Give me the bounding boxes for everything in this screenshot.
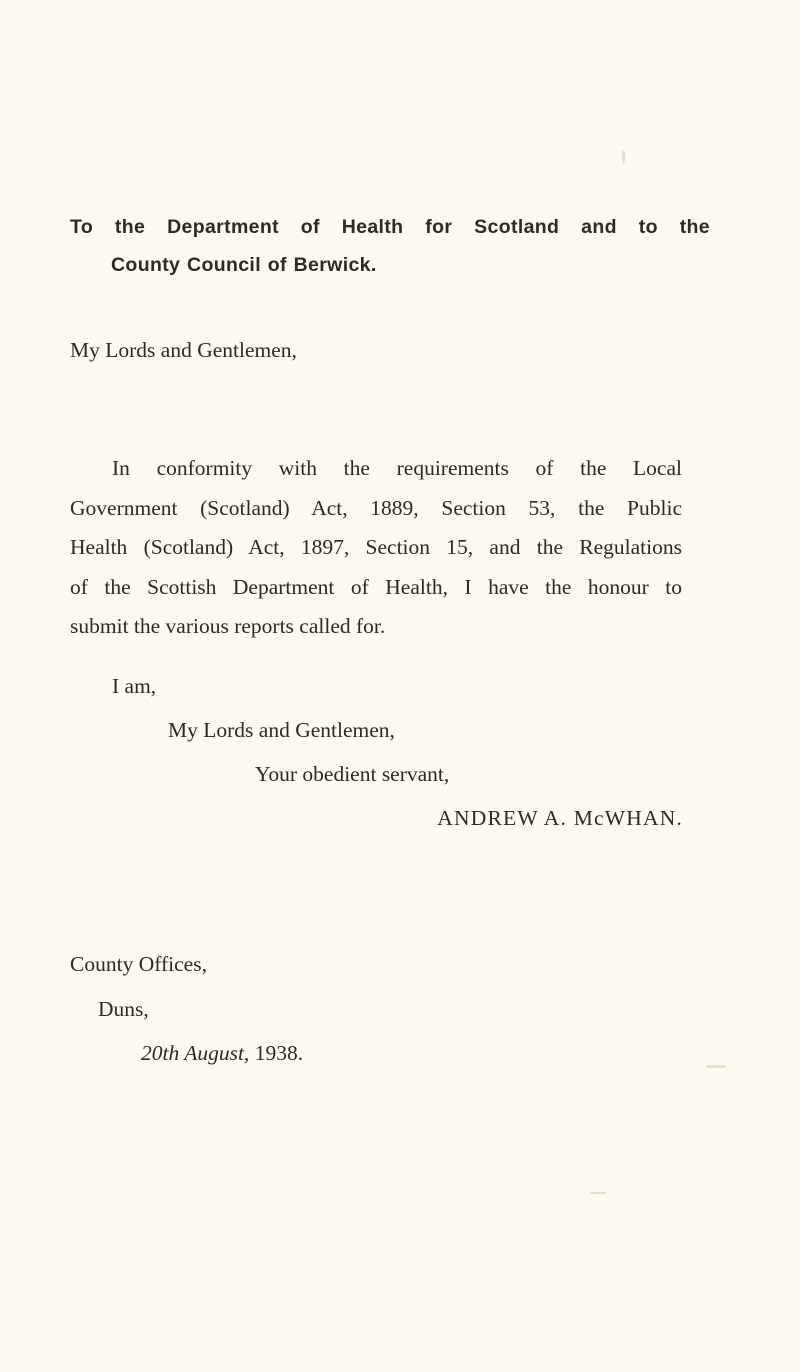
closing-line-3: Your obedient servant, — [255, 762, 450, 786]
sender-address-line-2: Duns, — [98, 997, 149, 1021]
paper-blemish — [590, 1192, 606, 1194]
paper-blemish — [706, 1065, 726, 1068]
closing-line-2: My Lords and Gentlemen, — [168, 718, 395, 742]
body-line-3: Health (Scotland) Act, 1897, Section 15, and the Regulations — [70, 535, 682, 559]
addressee-line-2: County Council of Berwick. — [111, 254, 377, 276]
sender-address-line-1: County Offices, — [70, 952, 207, 976]
body-line-5: submit the various reports called for. — [70, 614, 386, 638]
letter-body — [70, 449, 682, 647]
addressee-block — [70, 208, 710, 284]
paper-blemish — [622, 150, 625, 164]
body-line-4: of the Scottish Department of Health, I have the honour to — [70, 574, 682, 599]
body-line-1: In conformity with the requirements of the Local — [112, 456, 682, 480]
letter-date — [141, 1041, 303, 1066]
date-day-month: 20th August, — [141, 1041, 250, 1065]
closing-line-1: I am, — [112, 674, 157, 698]
salutation: My Lords and Gentlemen, — [70, 338, 297, 362]
addressee-line-1: To the Department of Health for Scotland and to the — [70, 216, 710, 238]
date-year: 1938. — [249, 1041, 304, 1065]
signature: ANDREW A. McWHAN. — [437, 806, 683, 830]
body-line-2: Government (Scotland) Act, 1889, Section 53, the Public — [70, 495, 682, 520]
